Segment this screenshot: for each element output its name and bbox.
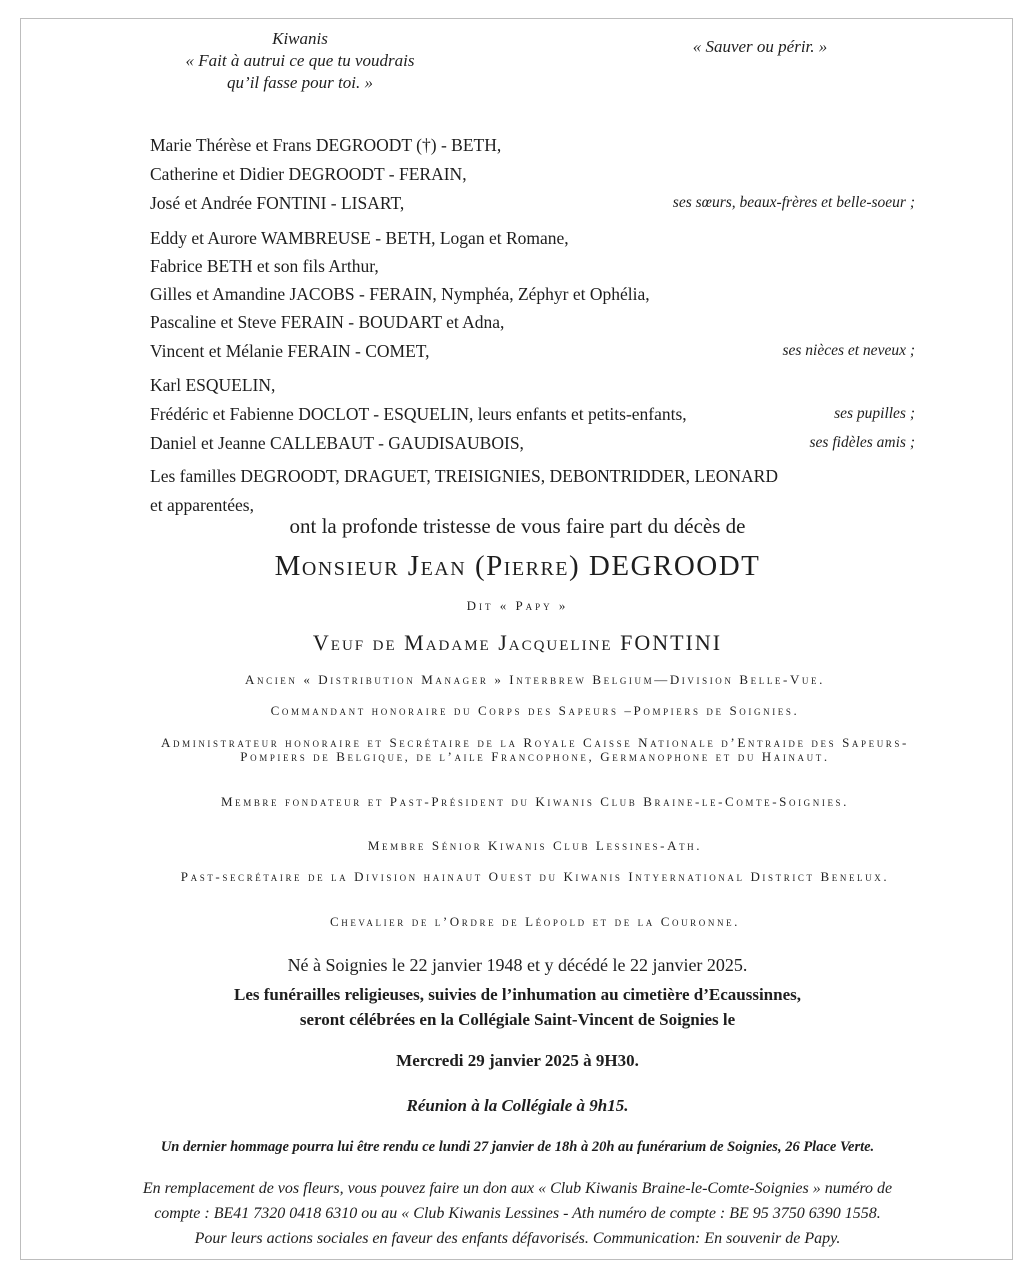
family-names: Daniel et Jeanne CALLEBAUT - GAUDISAUBOIS,	[150, 433, 524, 453]
family-row	[150, 339, 915, 363]
family-row	[150, 402, 915, 426]
title-line: Membre fondateur et Past-Président du Kiwanis Club Braine-le-Comte-Soignies.	[220, 794, 850, 809]
family-names: José et Andrée FONTINI - LISART,	[150, 193, 405, 213]
funeral-line: Les funérailles religieuses, suivies de l’inhumation au cimetière d’Ecaussinnes,	[234, 985, 801, 1004]
funeral-line: seront célébrées en la Collégiale Saint-Vincent de Soignies le	[299, 1010, 736, 1029]
meeting-time: Réunion à la Collégiale à 9h15.	[406, 1096, 629, 1115]
family-relation: ses nièces et neveux ;	[782, 342, 915, 359]
spouse-line: Veuf de Madame Jacqueline FONTINI	[312, 630, 723, 655]
title-line: Ancien « Distribution Manager » Interbrew Belgium—Division Belle-Vue.	[245, 672, 825, 687]
title-line: Chevalier de l’Ordre de Léopold et de la Couronne.	[329, 914, 741, 929]
family-row	[150, 431, 915, 455]
family-names: Fabrice BETH et son fils Arthur,	[150, 256, 379, 276]
family-row	[150, 282, 915, 306]
family-names: Vincent et Mélanie FERAIN - COMET,	[150, 341, 430, 361]
motto-line: Kiwanis	[272, 29, 328, 48]
family-relation: ses pupilles ;	[834, 405, 915, 422]
title-line: Past-secrétaire de la Division hainaut Ouest du Kiwanis Intyernational District Benelux.	[180, 869, 890, 884]
family-row	[150, 373, 915, 397]
family-relation: ses fidèles amis ;	[809, 434, 915, 451]
family-names: Eddy et Aurore WAMBREUSE - BETH, Logan et Romane,	[150, 228, 569, 248]
family-row	[150, 191, 915, 215]
family-row	[150, 254, 915, 278]
kiwanis-motto	[140, 28, 460, 94]
title-line: Membre Sénior Kiwanis Club Lessines-Ath.	[367, 838, 703, 853]
family-names: Karl ESQUELIN,	[150, 375, 276, 395]
homage-line: Un dernier hommage pourra lui être rendu ce lundi 27 janvier de 18h à 20h au funérarium de Soignies, 26 Place Verte.	[160, 1139, 875, 1155]
family-row	[150, 162, 915, 186]
funeral-date: Mercredi 29 janvier 2025 à 9H30.	[396, 1051, 639, 1070]
family-row	[150, 133, 915, 157]
donation-line: compte : BE41 7320 0418 6310 ou au « Club Kiwanis Lessines - Ath numéro de compte : BE 95 3750 6390 1558.	[154, 1205, 881, 1222]
family-row	[150, 226, 915, 250]
nickname: Dit « Papy »	[466, 598, 569, 613]
family-names: Catherine et Didier DEGROODT - FERAIN,	[150, 164, 467, 184]
firefighter-motto: « Sauver ou périr. »	[692, 37, 828, 56]
family-row	[150, 464, 915, 488]
donation-line: Pour leurs actions sociales en faveur des enfants défavorisés. Communication: En souvenir de Papy.	[194, 1230, 841, 1247]
deceased-name: Monsieur Jean (Pierre) DEGROODT	[274, 550, 761, 582]
donation-block	[0, 1176, 1035, 1251]
title-line: Commandant honoraire du Corps des Sapeurs –Pompiers de Soignies.	[270, 703, 800, 718]
donation-line: En remplacement de vos fleurs, vous pouvez faire un don aux « Club Kiwanis Braine-le-Comte-Soignies » numéro de	[142, 1180, 893, 1197]
family-names: Gilles et Amandine JACOBS - FERAIN, Nymphéa, Zéphyr et Ophélia,	[150, 284, 650, 304]
family-row	[150, 310, 915, 334]
family-relation: ses sœurs, beaux-frères et belle-soeur ;	[672, 194, 915, 211]
motto-line: « Fait à autrui ce que tu voudrais	[185, 51, 415, 70]
family-names: Les familles DEGROODT, DRAGUET, TREISIGNIES, DEBONTRIDDER, LEONARD	[150, 466, 778, 486]
motto-line: qu’il fasse pour toi. »	[227, 73, 373, 92]
family-names: Frédéric et Fabienne DOCLOT - ESQUELIN, leurs enfants et petits-enfants,	[150, 404, 687, 424]
family-names: Marie Thérèse et Frans DEGROODT (†) - BETH,	[150, 135, 502, 155]
family-names: et apparentées,	[150, 495, 254, 515]
title-line: Administrateur honoraire et Secrétaire de la Royale Caisse Nationale d’Entraide des Sapeurs-Pompiers de Belgique, de l’aile Francophone, Germanophone et du Hainaut.	[161, 735, 909, 764]
announcement-intro: ont la profonde tristesse de vous faire part du décès de	[289, 514, 746, 538]
family-names: Pascaline et Steve FERAIN - BOUDART et Adna,	[150, 312, 505, 332]
birth-death-line: Né à Soignies le 22 janvier 1948 et y décédé le 22 janvier 2025.	[287, 955, 748, 975]
